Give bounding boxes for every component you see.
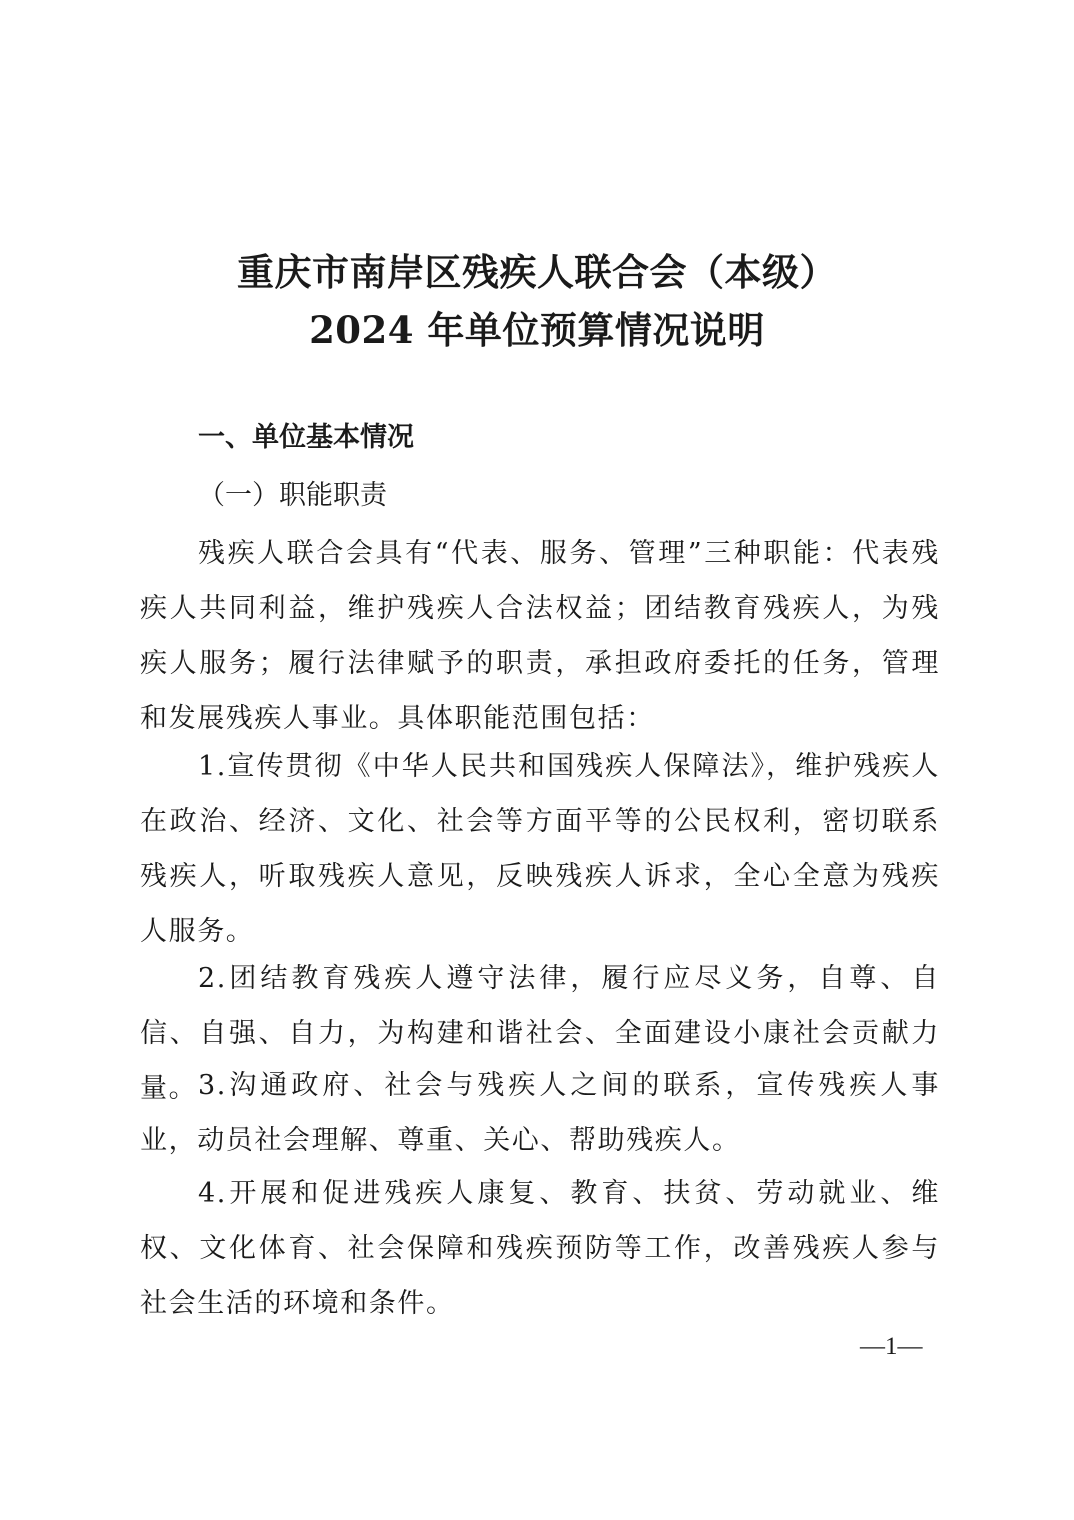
page-number: —1— <box>860 1333 923 1360</box>
paragraph-item-4: 4.开展和促进残疾人康复、教育、扶贫、劳动就业、维权、文化体育、社会保障和残疾预防等工作，改善残疾人参与社会生活的环境和条件。 <box>140 1178 940 1319</box>
section-heading: 一、单位基本情况 <box>198 422 414 453</box>
sub-heading: （一）职能职责 <box>198 480 387 511</box>
document-title-line-2: 2024 年单位预算情况说明 <box>309 308 765 352</box>
document-title-line-1: 重庆市南岸区残疾人联合会（本级） <box>237 250 837 294</box>
paragraph-intro: 残疾人联合会具有“代表、服务、管理”三种职能：代表残疾人共同利益，维护残疾人合法权益；团结教育残疾人，为残疾人服务；履行法律赋予的职责，承担政府委托的任务，管理和发展残疾人事业。具体职能范围包括： <box>140 538 940 734</box>
paragraph-item-2: 2.团结教育残疾人遵守法律，履行应尽义务，自尊、自信、自强、自力，为构建和谐社会、全面建设小康社会贡献力量。 <box>140 963 940 1104</box>
paragraph-item-3: 3.沟通政府、社会与残疾人之间的联系，宣传残疾人事业，动员社会理解、尊重、关心、帮助残疾人。 <box>140 1070 940 1156</box>
paragraph-item-1: 1.宣传贯彻《中华人民共和国残疾人保障法》，维护残疾人在政治、经济、文化、社会等方面平等的公民权利，密切联系残疾人，听取残疾人意见，反映残疾人诉求，全心全意为残疾人服务。 <box>140 751 940 947</box>
